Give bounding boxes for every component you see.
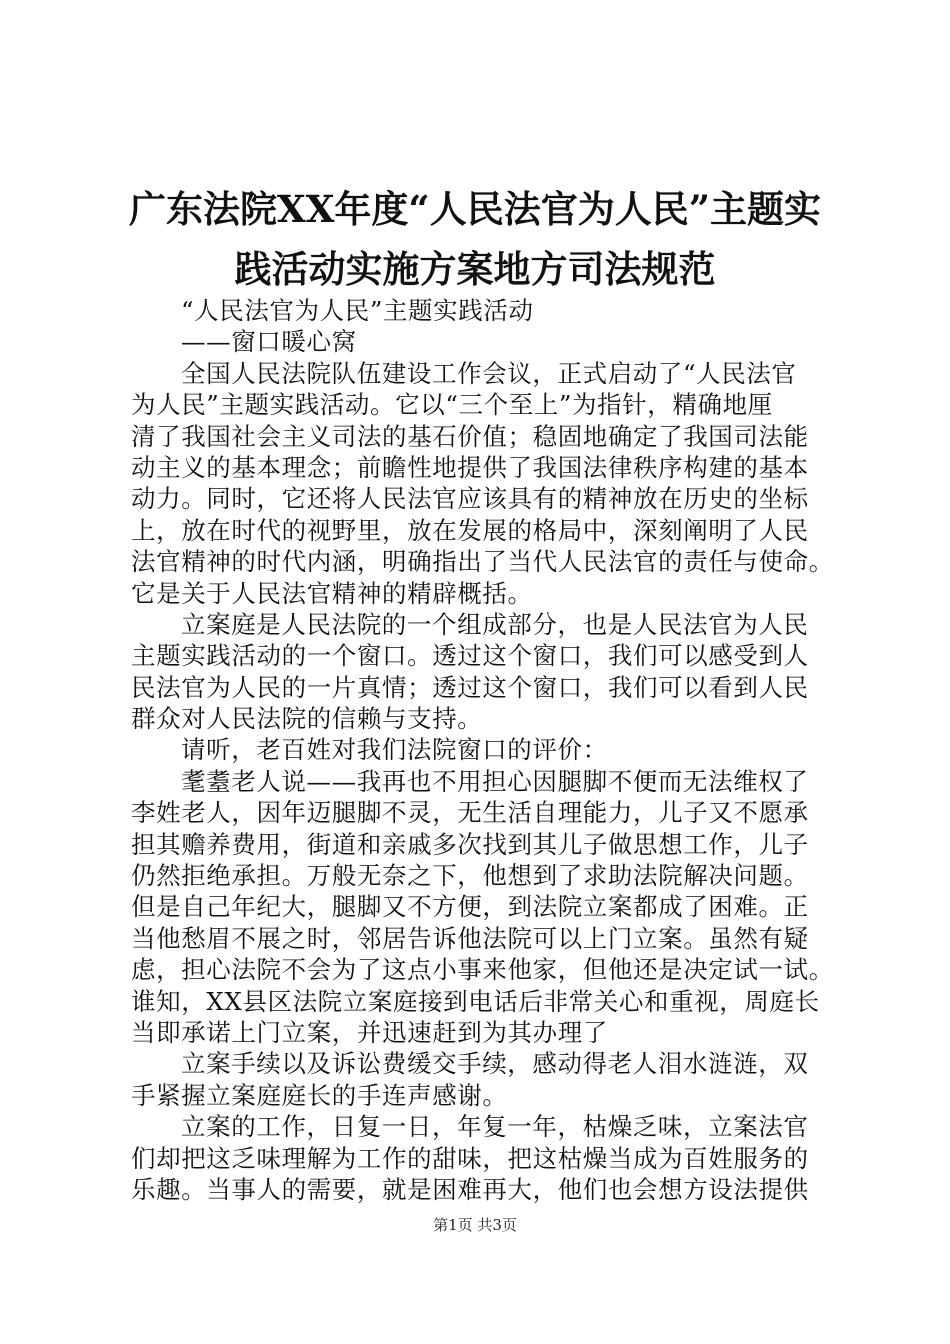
paragraph-line: 乐趣。当事人的需要，就是困难再大，他们也会想方设法提供 [131, 1174, 809, 1204]
paragraph-line: 当他愁眉不展之时，邻居告诉他法院可以上门立案。虽然有疑 [131, 923, 809, 953]
paragraph-line: 法官精神的时代内涵，明确指出了当代人民法官的责任与使命。 [131, 547, 834, 577]
paragraph-line: 民法官为人民的一片真情；透过这个窗口，我们可以看到人民 [131, 672, 809, 702]
document-title-line-1: 广东法院XX年度“人民法官为人民”主题实 [129, 187, 821, 231]
subtitle-line: ——窗口暖心窝 [181, 327, 357, 357]
paragraph-line: 清了我国社会主义司法的基石价值；稳固地确定了我国司法能 [131, 421, 809, 451]
paragraph-line: 立案的工作，日复一日，年复一年，枯燥乏味，立案法官 [181, 1112, 809, 1142]
paragraph-line: 为人民”主题实践活动。它以“三个至上”为指针，精确地厘 [131, 390, 773, 420]
paragraph-line: 担其赡养费用，街道和亲戚多次找到其儿子做思想工作，儿子 [131, 829, 809, 859]
paragraph-line: 请听，老百姓对我们法院窗口的评价： [181, 735, 608, 765]
paragraph-line: 动主义的基本理念；前瞻性地提供了我国法律秩序构建的基本 [131, 452, 809, 482]
paragraph-line: 耄耋老人说——我再也不用担心因腿脚不便而无法维权了 [181, 766, 809, 796]
paragraph-line: 它是关于人民法官精神的精辟概括。 [131, 578, 533, 608]
paragraph-line: 们却把这乏味理解为工作的甜味，把这枯燥当成为百姓服务的 [131, 1143, 809, 1173]
paragraph-line: 全国人民法院队伍建设工作会议，正式启动了“人民法官 [181, 358, 797, 388]
paragraph-line: 当即承诺上门立案，并迅速赶到为其办理了 [131, 1017, 608, 1047]
document-title-line-2: 践活动实施方案地方司法规范 [234, 247, 716, 291]
paragraph-line: 主题实践活动的一个窗口。透过这个窗口，我们可以感受到人 [131, 641, 809, 671]
paragraph-line: 李姓老人，因年迈腿脚不灵，无生活自理能力，儿子又不愿承 [131, 798, 809, 828]
subtitle-line: “人民法官为人民”主题实践活动 [181, 296, 534, 325]
paragraph-line: 动力。同时，它还将人民法官应该具有的精神放在历史的坐标 [131, 484, 809, 514]
paragraph-line: 仍然拒绝承担。万般无奈之下，他想到了求助法院解决问题。 [131, 861, 809, 891]
document-body [131, 295, 834, 1205]
paragraph-line: 立案庭是人民法院的一个组成部分，也是人民法官为人民 [181, 609, 809, 639]
paragraph-line: 手紧握立案庭庭长的手连声感谢。 [131, 1080, 508, 1110]
paragraph-line: 立案手续以及诉讼费缓交手续，感动得老人泪水涟涟，双 [181, 1049, 809, 1079]
paragraph-line: 谁知，XX县区法院立案庭接到电话后非常关心和重视，周庭长 [131, 986, 820, 1016]
paragraph-line: 上，放在时代的视野里，放在发展的格局中，深刻阐明了人民 [131, 515, 809, 545]
paragraph-line: 虑，担心法院不会为了这点小事来他家，但他还是决定试一试。 [131, 955, 834, 985]
paragraph-line: 但是自己年纪大，腿脚又不方便，到法院立案都成了困难。正 [131, 892, 809, 922]
paragraph-line: 群众对人民法院的信赖与支持。 [131, 704, 483, 734]
page-number-footer: 第1页 共3页 [433, 1216, 517, 1234]
